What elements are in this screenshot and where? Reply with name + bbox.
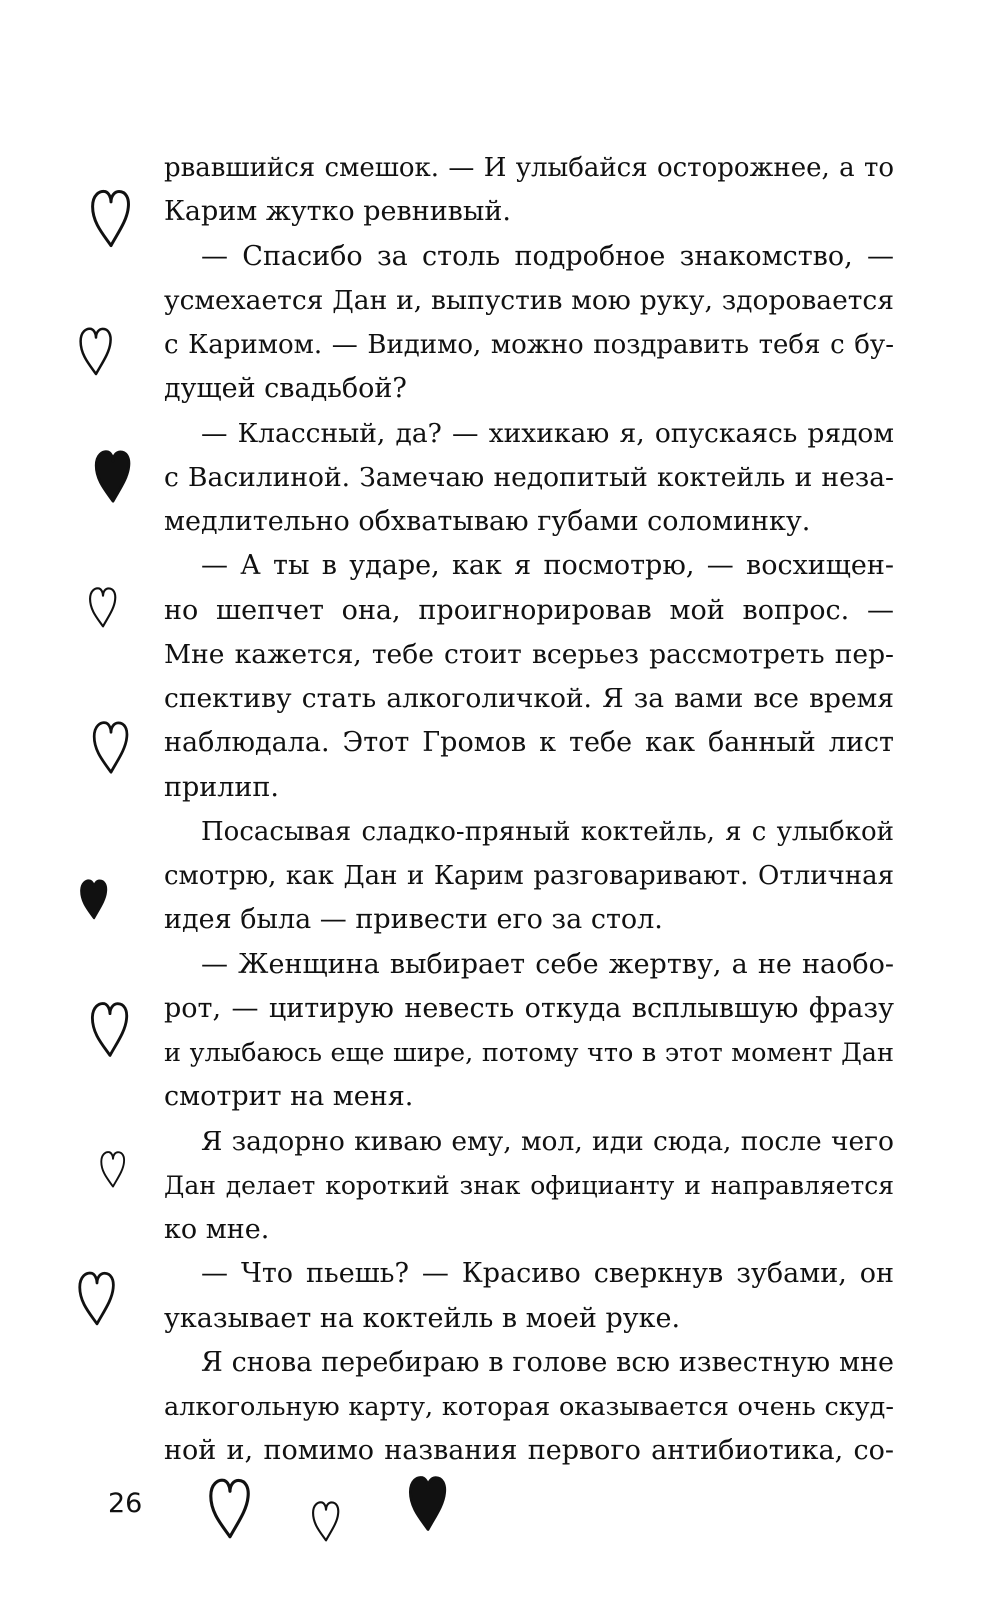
text-line: идея была — привести его за стол. bbox=[164, 904, 663, 936]
heart-solid-icon bbox=[78, 878, 110, 920]
heart-outline-icon bbox=[90, 718, 132, 776]
text-line: — Спасибо за столь подробное знакомство, — bbox=[201, 240, 894, 272]
text-line: указывает на коктейль в моей руке. bbox=[164, 1302, 681, 1334]
heart-outline-icon bbox=[308, 1500, 344, 1542]
text-line: ной и, помимо названия первого антибиотика, со- bbox=[164, 1435, 894, 1467]
text-line: — Женщина выбирает себе жертву, а не наобо- bbox=[201, 948, 894, 980]
heart-outline-icon bbox=[88, 1000, 132, 1058]
text-line: дущей свадьбой? bbox=[164, 373, 407, 405]
text-line: Я снова перебираю в голове всю известную мне bbox=[201, 1346, 894, 1378]
text-line: с Каримом. — Видимо, можно поздравить тебя с бу- bbox=[164, 330, 894, 360]
body-text bbox=[164, 146, 894, 1474]
heart-outline-icon bbox=[96, 1150, 130, 1188]
heart-outline-icon bbox=[86, 586, 120, 628]
text-line: Дан делает короткий знак официанту и направляется bbox=[164, 1170, 894, 1200]
text-line: спективу стать алкоголичкой. Я за вами все время bbox=[164, 683, 894, 714]
heart-outline-icon bbox=[206, 1476, 254, 1540]
text-line: усмехается Дан и, выпустив мою руку, здоровается bbox=[164, 284, 894, 316]
heart-outline-icon bbox=[88, 188, 134, 248]
text-line: смотрю, как Дан и Карим разговаривают. Отличная bbox=[164, 861, 894, 891]
text-line: рвавшийся смешок. — И улыбайся осторожнее, а то bbox=[164, 153, 894, 183]
text-line: прилип. bbox=[164, 771, 280, 803]
text-line: — Классный, да? — хихикаю я, опускаясь рядом bbox=[201, 417, 894, 449]
text-line: рот, — цитирую невесть откуда всплывшую фразу bbox=[164, 992, 894, 1024]
text-line: алкогольную карту, которая оказывается очень скуд- bbox=[164, 1392, 894, 1422]
text-line: Карим жутко ревнивый. bbox=[164, 196, 511, 228]
text-line: с Василиной. Замечаю недопитый коктейль и неза- bbox=[164, 461, 894, 493]
text-line: Посасывая сладко-пряный коктейль, я с улыбкой bbox=[201, 816, 894, 847]
text-line: — Что пьешь? — Красиво сверкнув зубами, он bbox=[201, 1258, 894, 1290]
text-line: Я задорно киваю ему, мол, иди сюда, после чего bbox=[201, 1125, 894, 1157]
heart-outline-icon bbox=[74, 1270, 120, 1326]
text-line: наблюдала. Этот Громов к тебе как банный лист bbox=[164, 727, 894, 759]
page-number: 26 bbox=[108, 1488, 143, 1519]
text-line: и улыбаюсь еще шире, потому что в этот момент Дан bbox=[164, 1038, 894, 1068]
heart-outline-icon bbox=[76, 326, 116, 376]
text-line: но шепчет она, проигнорировав мой вопрос. — bbox=[164, 594, 894, 626]
heart-solid-icon bbox=[406, 1474, 450, 1532]
text-line: — А ты в ударе, как я посмотрю, — восхищен- bbox=[201, 550, 894, 582]
text-line: Мне кажется, тебе стоит всерьез рассмотреть пер- bbox=[164, 638, 894, 670]
text-line: смотрит на меня. bbox=[164, 1081, 414, 1113]
text-line: медлительно обхватываю губами соломинку. bbox=[164, 506, 811, 537]
heart-solid-icon bbox=[92, 448, 134, 504]
text-line: ко мне. bbox=[164, 1214, 270, 1245]
